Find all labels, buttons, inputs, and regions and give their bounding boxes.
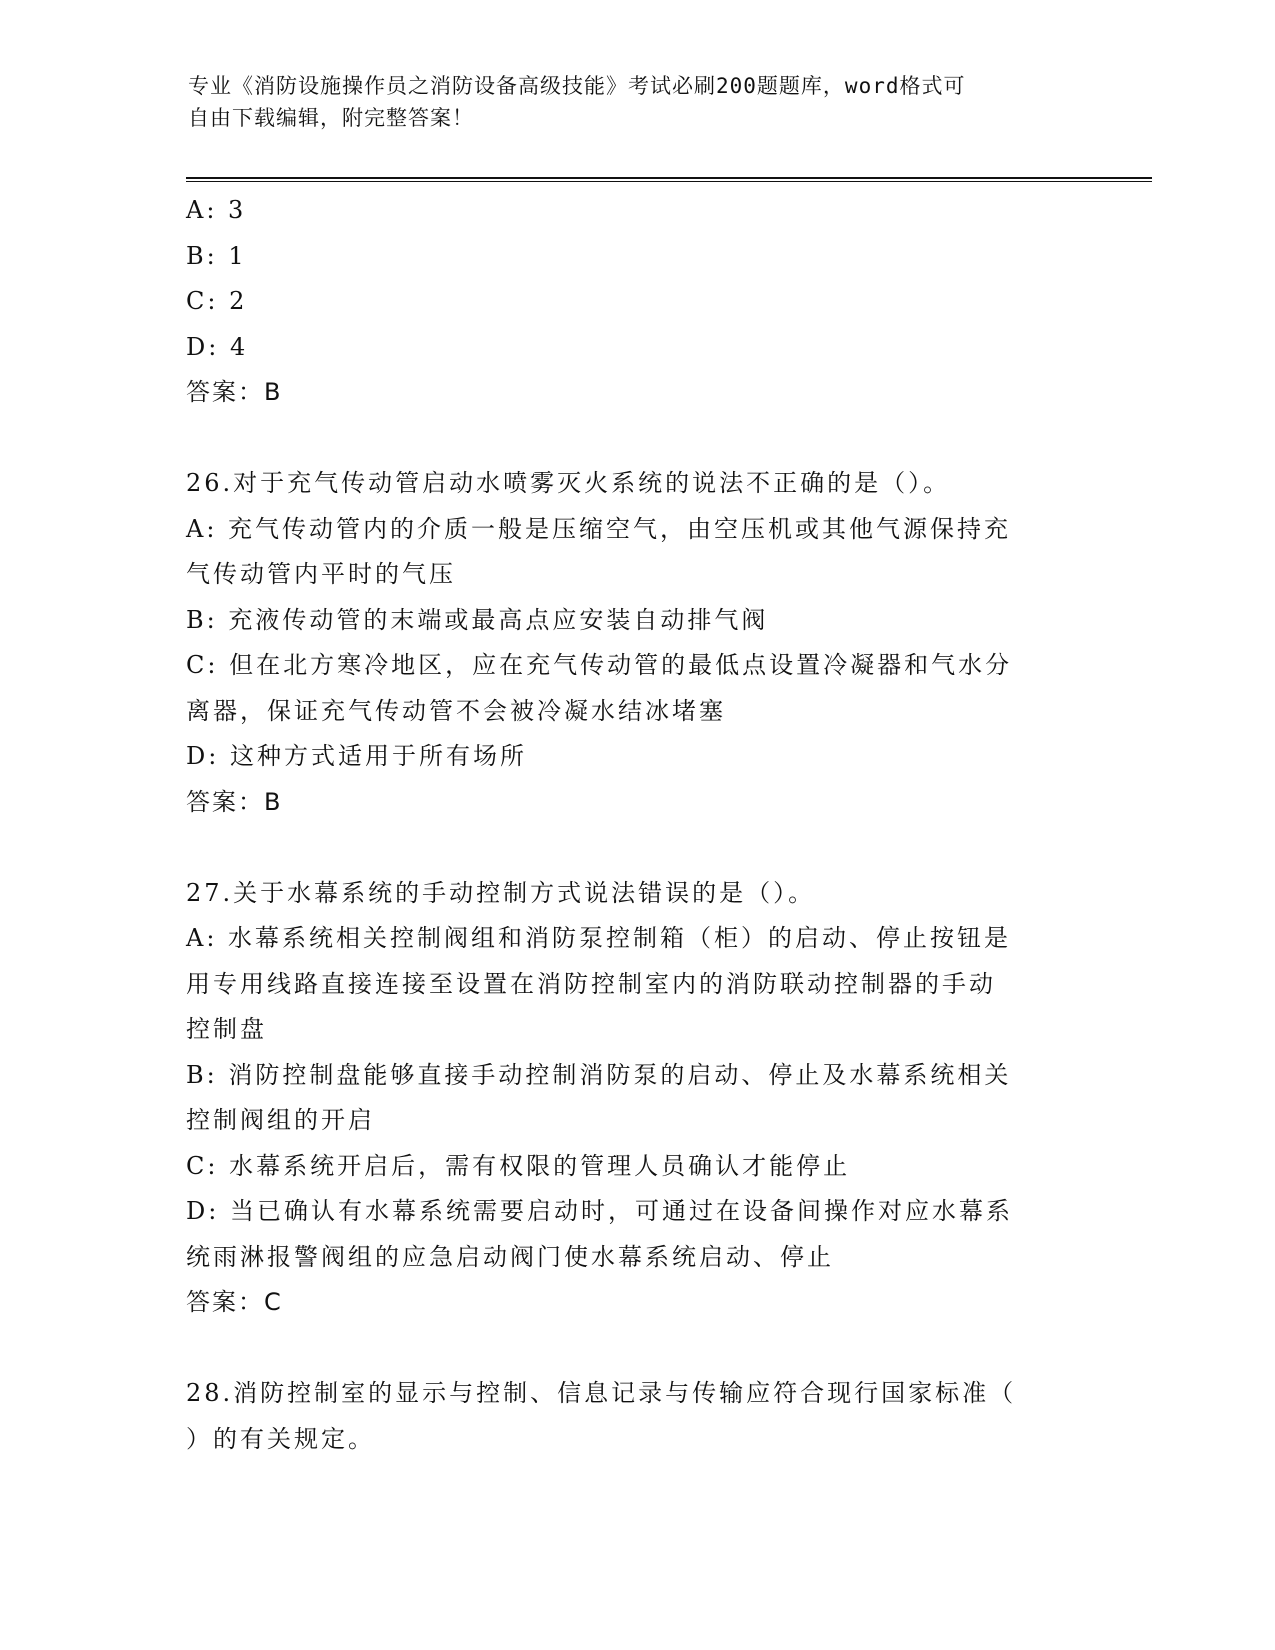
option-d-cont: 统雨淋报警阀组的应急启动阀门使水幕系统启动、停止 — [186, 1242, 834, 1271]
answer: 答案：C — [186, 1288, 283, 1316]
option-c: C: 水幕系统开启后，需有权限的管理人员确认才能停止 — [186, 1151, 851, 1180]
option-a-cont: 用专用线路直接连接至设置在消防控制室内的消防联动控制器的手动 — [186, 969, 996, 998]
option-b-cont: 控制阀组的开启 — [186, 1106, 375, 1134]
option-a: A: 水幕系统相关控制阀组和消防泵控制箱（柜）的启动、停止按钮是 — [186, 924, 1012, 952]
question-28 — [186, 1371, 1086, 1462]
prev-question — [186, 188, 1086, 416]
header-divider-thin — [186, 181, 1152, 182]
option-d: D: 当已确认有水幕系统需要启动时，可通过在设备间操作对应水幕系 — [186, 1197, 1013, 1225]
option-b: B: 消防控制盘能够直接手动控制消防泵的启动、停止及水幕系统相关 — [186, 1060, 1012, 1089]
spacer — [186, 416, 1086, 462]
header-divider-thick — [186, 177, 1152, 179]
answer: 答案：B — [186, 787, 283, 816]
document-header — [188, 70, 1068, 134]
question-list — [186, 188, 1086, 1462]
answer: 答案：B — [186, 378, 283, 406]
option-c: C: 但在北方寒冷地区，应在充气传动管的最低点设置冷凝器和气水分 — [186, 651, 1013, 679]
option-a: A: 3 — [186, 196, 247, 224]
header-line-1: 专业《消防设施操作员之消防设备高级技能》考试必刷200题题库，word格式可 — [188, 74, 966, 98]
question-26 — [186, 461, 1086, 825]
option-a: A: 充气传动管内的介质一般是压缩空气，由空压机或其他气源保持充 — [186, 514, 1012, 543]
option-c: C: 2 — [186, 287, 248, 315]
option-a-cont: 气传动管内平时的气压 — [186, 560, 456, 588]
header-line-2: 自由下载编辑，附完整答案！ — [188, 106, 474, 130]
option-c-cont: 离器，保证充气传动管不会被冷凝水结冰堵塞 — [186, 696, 726, 725]
option-b: B: 充液传动管的末端或最高点应安装自动排气阀 — [186, 605, 769, 634]
option-d: D: 4 — [186, 332, 249, 361]
option-b: B: 1 — [186, 241, 247, 270]
question-27 — [186, 871, 1086, 1326]
option-a-cont: 控制盘 — [186, 1015, 267, 1043]
question-stem: 28.消防控制室的显示与控制、信息记录与传输应符合现行国家标准（ — [186, 1379, 1017, 1407]
spacer — [186, 825, 1086, 871]
option-d: D: 这种方式适用于所有场所 — [186, 742, 527, 770]
question-stem: 26.对于充气传动管启动水喷雾灭火系统的说法不正确的是（）。 — [186, 469, 951, 497]
question-stem: 27.关于水幕系统的手动控制方式说法错误的是（）。 — [186, 878, 816, 907]
question-stem-cont: ）的有关规定。 — [186, 1424, 375, 1453]
spacer — [186, 1326, 1086, 1372]
